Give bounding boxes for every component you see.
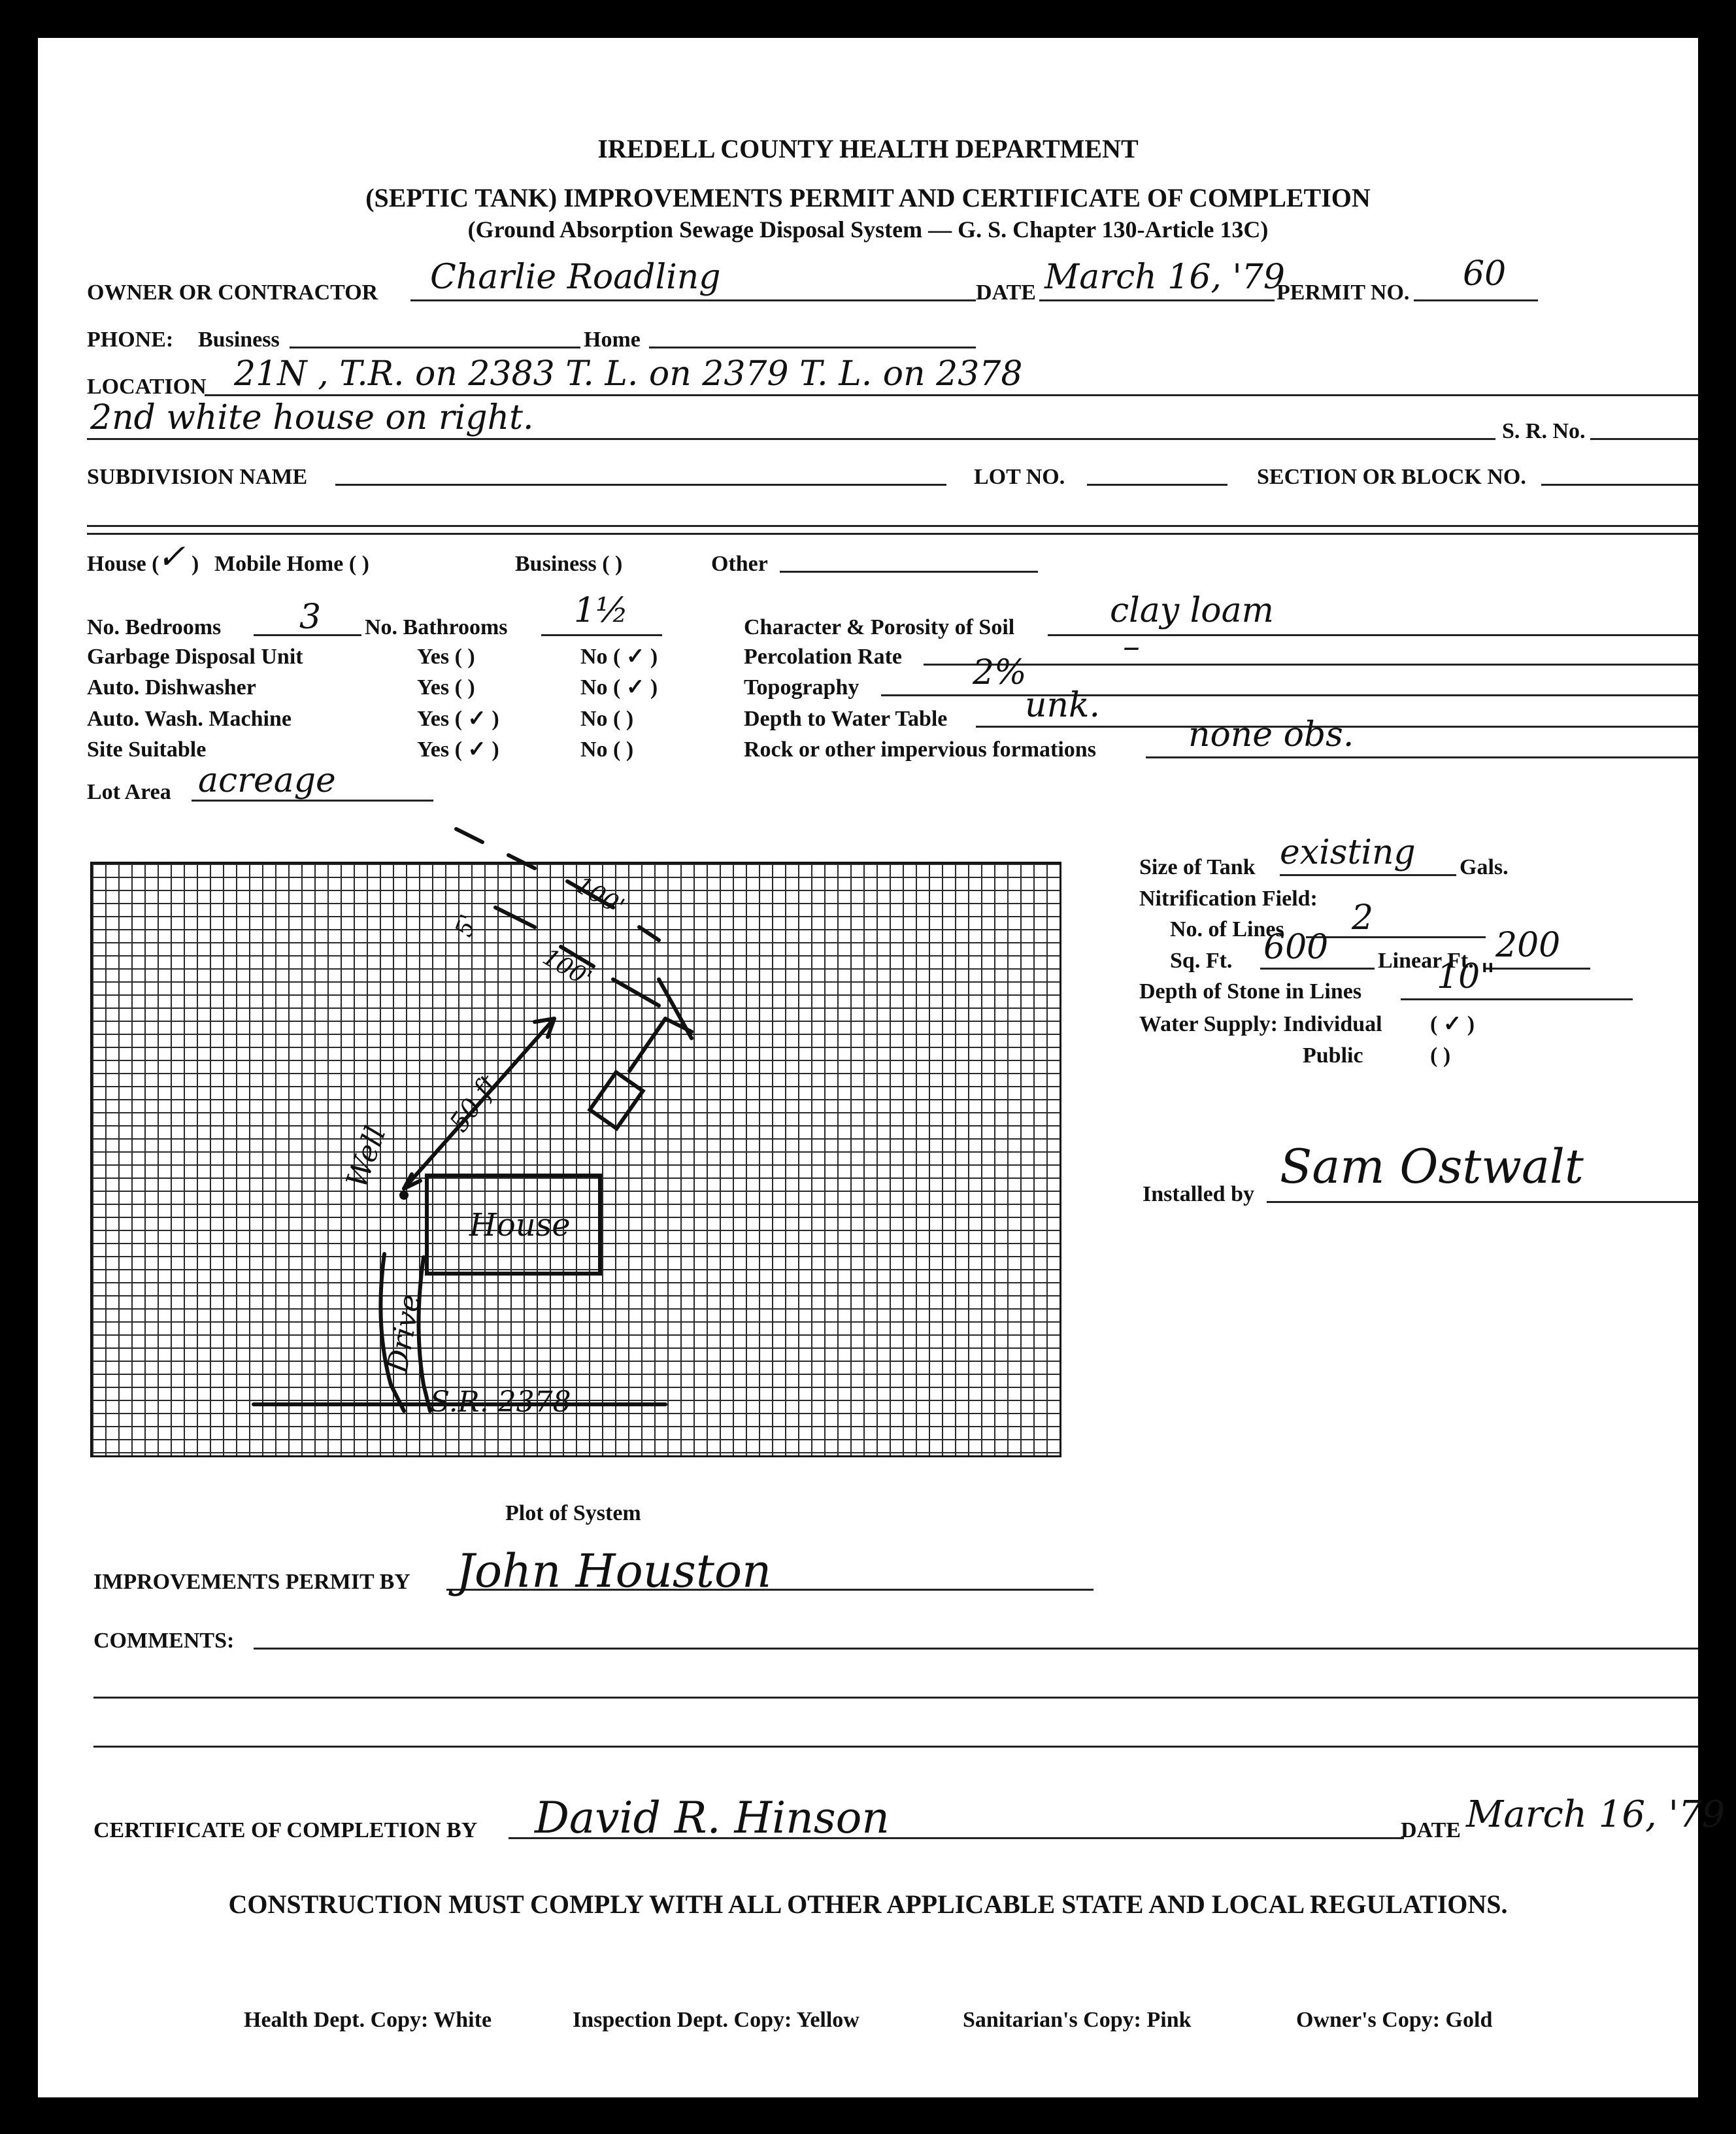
percolation-label: Percolation Rate xyxy=(744,645,903,669)
bedrooms-label: No. Bedrooms xyxy=(87,615,222,639)
plot-line-label: 100' xyxy=(538,943,596,992)
rock-label: Rock or other impervious formations xyxy=(744,737,1096,762)
installed-label: Installed by xyxy=(1143,1182,1254,1206)
spec-row-yes: Yes ( ✓ ) xyxy=(417,737,499,762)
owner-value: Charlie Roadling xyxy=(430,258,721,297)
location-label: LOCATION xyxy=(87,375,207,399)
owner-label: OWNER OR CONTRACTOR xyxy=(87,280,378,305)
spec-row-no: No ( ) xyxy=(580,707,634,731)
topography-label: Topography xyxy=(744,675,860,700)
lines-value: 2 xyxy=(1352,898,1374,938)
spec-row-yes: Yes ( ) xyxy=(417,645,475,669)
form-title: (SEPTIC TANK) IMPROVEMENTS PERMIT AND CERTIFICATE OF COMPLETION xyxy=(365,183,1371,212)
permit-label: PERMIT NO. xyxy=(1277,280,1410,305)
phone-home-label: Home xyxy=(584,328,641,352)
date-label: DATE xyxy=(976,280,1036,305)
plot-drive-label: Drive xyxy=(380,1291,427,1376)
subdivision-label: SUBDIVISION NAME xyxy=(87,465,308,489)
sr-label: S. R. No. xyxy=(1502,419,1586,443)
phone-business-label: Business xyxy=(198,328,280,352)
plot-distance-label: 50 ft xyxy=(444,1070,505,1138)
plot-well-label: Well xyxy=(340,1122,393,1193)
location-line2: 2nd white house on right. xyxy=(90,398,534,437)
nitrification-label: Nitrification Field: xyxy=(1139,887,1318,911)
phone-label: PHONE: xyxy=(87,328,174,352)
water-table-label: Depth to Water Table xyxy=(744,707,948,731)
plot-line-label: 5' xyxy=(450,911,483,941)
stone-label: Depth of Stone in Lines xyxy=(1139,979,1362,1004)
spec-row-label: Garbage Disposal Unit xyxy=(87,645,303,669)
water-supply-label: Water Supply: Individual xyxy=(1139,1012,1382,1036)
permit-by-label: IMPROVEMENTS PERMIT BY xyxy=(93,1570,410,1594)
topography-value: 2% xyxy=(973,653,1027,692)
date-value: March 16, '79 xyxy=(1044,258,1285,297)
plot-house-label: House xyxy=(469,1207,571,1244)
house-label: House ( xyxy=(87,552,159,576)
water-table-value: unk. xyxy=(1025,686,1101,725)
permit-by-signature: John Houston xyxy=(456,1544,772,1598)
form-subtitle: (Ground Absorption Sewage Disposal System — G. S. Chapter 130-Article 13C) xyxy=(467,216,1269,243)
spec-row-label: Site Suitable xyxy=(87,737,207,762)
mobile-home-label: Mobile Home ( ) xyxy=(214,552,369,576)
tank-outline xyxy=(590,1072,643,1128)
water-public-check: ( ) xyxy=(1430,1043,1451,1068)
certificate-signature: David R. Hinson xyxy=(535,1793,890,1843)
spec-row-no: No ( ) xyxy=(580,737,634,762)
soil-value: clay loam xyxy=(1110,591,1274,630)
certificate-date-value: March 16, '79 xyxy=(1466,1793,1726,1836)
plot-line-label: 100' xyxy=(571,872,629,921)
compliance-notice: CONSTRUCTION MUST COMPLY WITH ALL OTHER APPLICABLE STATE AND LOCAL REGULATIONS. xyxy=(228,1889,1508,1919)
permit-value: 60 xyxy=(1463,254,1507,294)
copy-distribution: Inspection Dept. Copy: Yellow xyxy=(573,2008,860,2032)
copy-distribution: Owner's Copy: Gold xyxy=(1296,2008,1493,2032)
lot-label: LOT NO. xyxy=(974,465,1065,489)
spec-row-no: No ( ✓ ) xyxy=(580,645,658,669)
house-check: ✓ xyxy=(157,537,186,577)
lines-label: No. of Lines xyxy=(1170,917,1284,941)
house-close: ) xyxy=(192,552,199,576)
comments-label: COMMENTS: xyxy=(93,1629,235,1653)
certificate-date-label: DATE xyxy=(1401,1818,1461,1842)
plot-caption: Plot of System xyxy=(505,1501,641,1525)
gals-label: Gals. xyxy=(1460,855,1509,879)
spec-row-yes: Yes ( ) xyxy=(417,675,475,700)
spec-row-label: Auto. Wash. Machine xyxy=(87,707,292,731)
spec-row-yes: Yes ( ✓ ) xyxy=(417,707,499,731)
plot-sketch xyxy=(38,38,1698,2097)
spec-row-no: No ( ✓ ) xyxy=(580,675,658,700)
tank-size-value: existing xyxy=(1280,833,1416,872)
water-individual-check: ( ✓ ) xyxy=(1430,1012,1475,1036)
copy-distribution: Health Dept. Copy: White xyxy=(244,2008,492,2032)
tank-size-label: Size of Tank xyxy=(1139,855,1256,879)
bathrooms-value: 1½ xyxy=(574,591,629,630)
lot-area-value: acreage xyxy=(198,761,336,800)
sqft-label: Sq. Ft. xyxy=(1170,949,1233,973)
bathrooms-label: No. Bathrooms xyxy=(365,615,508,639)
plot-road-label: S.R. 2378 xyxy=(430,1385,571,1419)
business-label: Business ( ) xyxy=(515,552,623,576)
bedrooms-value: 3 xyxy=(299,598,322,637)
sqft-value: 600 xyxy=(1263,928,1329,967)
copy-distribution: Sanitarian's Copy: Pink xyxy=(963,2008,1192,2032)
stone-value: 10" xyxy=(1437,957,1496,996)
linear-value: 200 xyxy=(1495,926,1561,965)
percolation-value: – xyxy=(1123,627,1140,666)
permit-form xyxy=(38,38,1726,2097)
location-line1: 21N , T.R. on 2383 T. L. on 2379 T. L. on 2378 xyxy=(234,354,1023,394)
spec-row-label: Auto. Dishwasher xyxy=(87,675,256,700)
department-title: IREDELL COUNTY HEALTH DEPARTMENT xyxy=(597,134,1139,163)
lot-area-label: Lot Area xyxy=(87,780,171,804)
rock-value: none obs. xyxy=(1188,715,1354,754)
linear-label: Linear Ft. xyxy=(1378,949,1474,973)
section-label: SECTION OR BLOCK NO. xyxy=(1257,465,1526,489)
other-label: Other xyxy=(711,552,768,576)
installer-signature: Sam Ostwalt xyxy=(1280,1139,1584,1194)
certificate-label: CERTIFICATE OF COMPLETION BY xyxy=(93,1818,478,1842)
water-public-label: Public xyxy=(1303,1043,1363,1068)
soil-label: Character & Porosity of Soil xyxy=(744,615,1015,639)
